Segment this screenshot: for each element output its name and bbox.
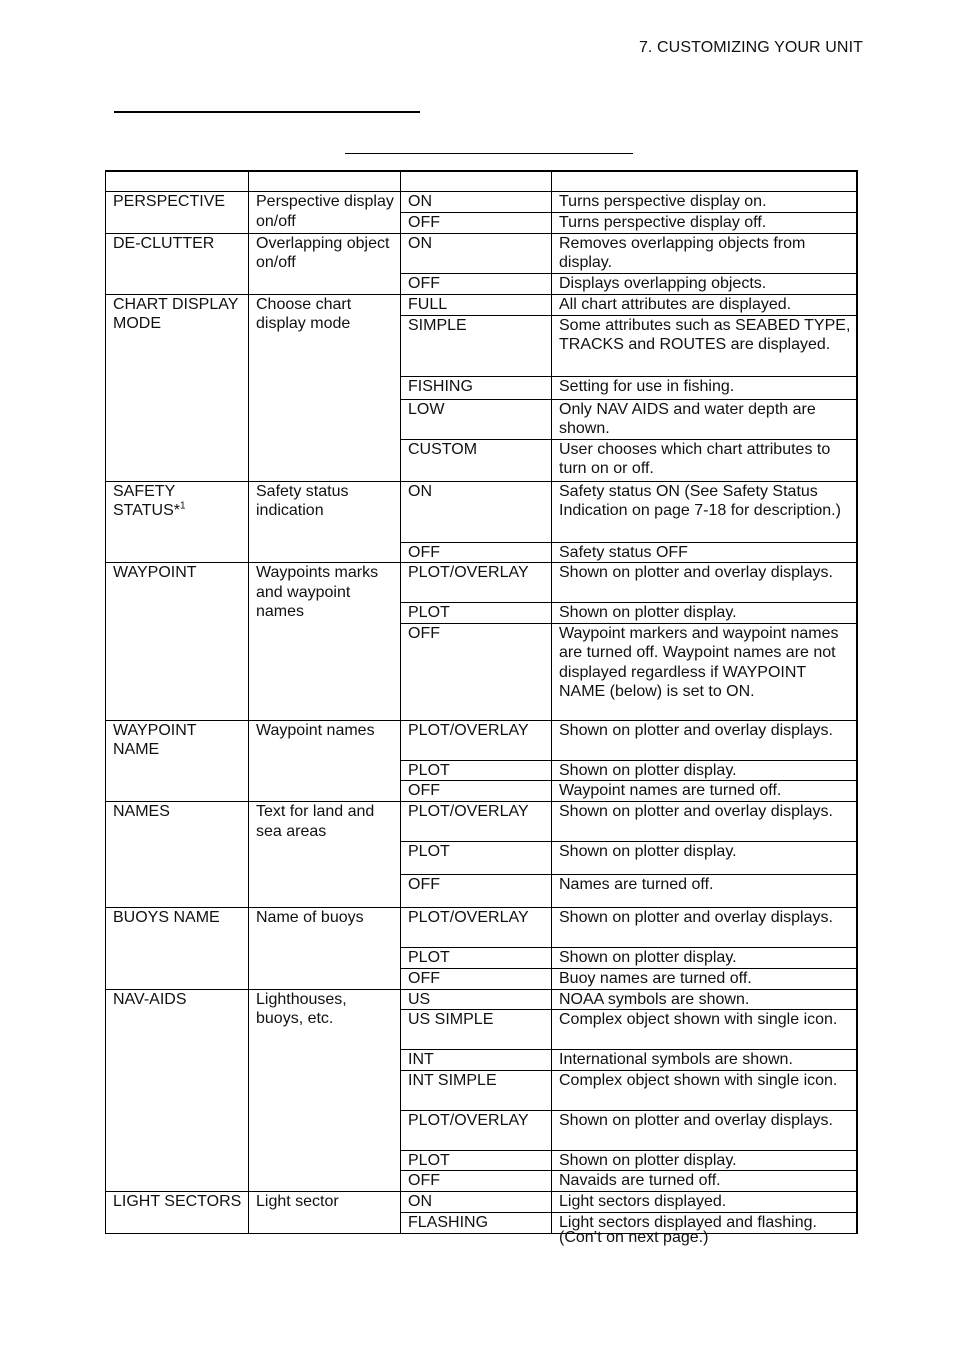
- menu-item-label: SAFETY STATUS*: [113, 482, 180, 519]
- option-description-cell: Shown on plotter and overlay displays.: [552, 802, 857, 842]
- option-description-cell: Navaids are turned off.: [552, 1171, 857, 1192]
- menu-item-label: NAV-AIDS: [113, 990, 187, 1008]
- table-row: [106, 1192, 857, 1213]
- menu-description-cell: Name of buoys: [249, 908, 401, 990]
- option-value-cell: FLASHING: [401, 1212, 552, 1233]
- option-description-cell: Complex object shown with single icon.: [552, 1070, 857, 1110]
- table-header-row: [106, 171, 857, 192]
- menu-item-cell: [106, 294, 249, 481]
- option-description-cell: Safety status OFF: [552, 542, 857, 563]
- option-description-cell: Shown on plotter and overlay displays.: [552, 908, 857, 948]
- option-value-cell: PLOT/OVERLAY: [401, 1110, 552, 1150]
- option-description-cell: Shown on plotter display.: [552, 842, 857, 875]
- option-value-cell: FISHING: [401, 376, 552, 399]
- table-row: [106, 802, 857, 842]
- option-description-cell: NOAA symbols are shown.: [552, 989, 857, 1010]
- option-description-cell: Displays overlapping objects.: [552, 273, 857, 294]
- option-value-cell: US: [401, 989, 552, 1010]
- option-value-cell: PLOT: [401, 1150, 552, 1171]
- option-value-cell: OFF: [401, 875, 552, 908]
- menu-item-label: LIGHT SECTORS: [113, 1193, 242, 1210]
- option-value-cell: US SIMPLE: [401, 1010, 552, 1050]
- option-description-cell: Safety status ON (See Safety Status Indication on page 7-18 for description.): [552, 481, 857, 542]
- option-description-cell: Buoy names are turned off.: [552, 968, 857, 989]
- option-description-cell: International symbols are shown.: [552, 1050, 857, 1071]
- option-value-cell: OFF: [401, 212, 552, 233]
- table-header-cell: [401, 171, 552, 192]
- option-description-cell: Complex object shown with single icon.: [552, 1010, 857, 1050]
- option-value-cell: PLOT/OVERLAY: [401, 720, 552, 760]
- option-description-cell: Only NAV AIDS and water depth are shown.: [552, 399, 857, 439]
- option-description-cell: Turns perspective display on.: [552, 192, 857, 213]
- settings-table-body: [106, 171, 857, 1233]
- option-value-cell: LOW: [401, 399, 552, 439]
- option-value-cell: PLOT/OVERLAY: [401, 563, 552, 603]
- option-value-cell: ON: [401, 233, 552, 273]
- option-description-cell: Waypoint names are turned off.: [552, 781, 857, 802]
- option-value-cell: PLOT: [401, 948, 552, 969]
- option-description-cell: Shown on plotter and overlay displays.: [552, 563, 857, 603]
- menu-description-cell: Perspective display on/off: [249, 192, 401, 234]
- menu-item-cell: [106, 908, 249, 990]
- menu-item-label: NAMES: [113, 803, 170, 820]
- option-description-cell: Setting for use in fishing.: [552, 376, 857, 399]
- option-description-cell: Light sectors displayed.: [552, 1192, 857, 1213]
- menu-item-cell: [106, 1192, 249, 1234]
- option-value-cell: INT: [401, 1050, 552, 1071]
- option-description-cell: Light sectors displayed and flashing.: [552, 1212, 857, 1233]
- menu-item-cell: [106, 233, 249, 294]
- option-value-cell: OFF: [401, 273, 552, 294]
- option-value-cell: OFF: [401, 623, 552, 720]
- table-row: [106, 481, 857, 542]
- option-value-cell: ON: [401, 192, 552, 213]
- menu-item-label: DE-CLUTTER: [113, 234, 215, 252]
- table-row: [106, 563, 857, 603]
- menu-description-cell: Safety status indication: [249, 481, 401, 563]
- menu-item-label: WAYPOINT NAME: [113, 721, 197, 758]
- menu-item-label: PERSPECTIVE: [113, 193, 226, 210]
- option-value-cell: ON: [401, 481, 552, 542]
- menu-item-cell: [106, 192, 249, 234]
- option-description-cell: Shown on plotter and overlay displays.: [552, 1110, 857, 1150]
- menu-description-cell: Text for land and sea areas: [249, 802, 401, 908]
- table-header-cell: [106, 171, 249, 192]
- menu-item-cell: [106, 720, 249, 802]
- option-value-cell: OFF: [401, 1171, 552, 1192]
- option-value-cell: PLOT: [401, 760, 552, 781]
- option-value-cell: SIMPLE: [401, 315, 552, 376]
- option-description-cell: Shown on plotter display.: [552, 948, 857, 969]
- option-description-cell: Some attributes such as SEABED TYPE, TRACKS and ROUTES are displayed.: [552, 315, 857, 376]
- menu-item-cell: [106, 802, 249, 908]
- option-value-cell: FULL: [401, 294, 552, 315]
- menu-item-cell: [106, 563, 249, 721]
- option-description-cell: Names are turned off.: [552, 875, 857, 908]
- menu-item-label: WAYPOINT: [113, 564, 197, 581]
- table-row: [106, 989, 857, 1010]
- option-value-cell: ON: [401, 1192, 552, 1213]
- option-value-cell: PLOT: [401, 603, 552, 624]
- menu-item-label: CHART DISPLAY MODE: [113, 295, 239, 332]
- table-row: [106, 233, 857, 273]
- option-value-cell: INT SIMPLE: [401, 1070, 552, 1110]
- menu-description-cell: Overlapping object on/off: [249, 233, 401, 294]
- option-description-cell: Waypoint markers and waypoint names are turned off. Waypoint names are not displayed regardless if WAYPOINT NAME (below) is set to ON.: [552, 623, 857, 720]
- table-row: [106, 192, 857, 213]
- option-value-cell: PLOT: [401, 842, 552, 875]
- menu-description-cell: Light sector: [249, 1192, 401, 1234]
- menu-item-cell: [106, 481, 249, 563]
- option-value-cell: OFF: [401, 542, 552, 563]
- page-header: 7. CUSTOMIZING YOUR UNIT: [638, 39, 863, 56]
- menu-description-cell: Lighthouses, buoys, etc.: [249, 989, 401, 1192]
- option-description-cell: Removes overlapping objects from display.: [552, 233, 857, 273]
- option-description-cell: Shown on plotter display.: [552, 760, 857, 781]
- option-value-cell: OFF: [401, 968, 552, 989]
- option-description-cell: User chooses which chart attributes to turn on or off.: [552, 439, 857, 481]
- option-value-cell: OFF: [401, 781, 552, 802]
- option-description-cell: Shown on plotter and overlay displays.: [552, 720, 857, 760]
- menu-description-cell: Choose chart display mode: [249, 294, 401, 481]
- menu-item-label: BUOYS NAME: [113, 909, 220, 926]
- table-row: [106, 720, 857, 760]
- table-header-cell: [249, 171, 401, 192]
- option-value-cell: CUSTOM: [401, 439, 552, 481]
- menu-description-cell: Waypoint names: [249, 720, 401, 802]
- table-row: [106, 294, 857, 315]
- option-description-cell: Turns perspective display off.: [552, 212, 857, 233]
- option-description-cell: Shown on plotter display.: [552, 1150, 857, 1171]
- table-row: [106, 908, 857, 948]
- section-title-rule: [114, 111, 420, 113]
- continued-note: (Con’t on next page.): [559, 1229, 709, 1246]
- table-header-cell: [552, 171, 857, 192]
- footnote-marker: 1: [179, 500, 186, 512]
- option-description-cell: Shown on plotter display.: [552, 603, 857, 624]
- option-description-cell: All chart attributes are displayed.: [552, 294, 857, 315]
- option-value-cell: PLOT/OVERLAY: [401, 908, 552, 948]
- table-title-rule: [345, 153, 633, 154]
- menu-item-cell: [106, 989, 249, 1192]
- menu-description-cell: Waypoints marks and waypoint names: [249, 563, 401, 721]
- settings-table: [105, 170, 858, 1234]
- option-value-cell: PLOT/OVERLAY: [401, 802, 552, 842]
